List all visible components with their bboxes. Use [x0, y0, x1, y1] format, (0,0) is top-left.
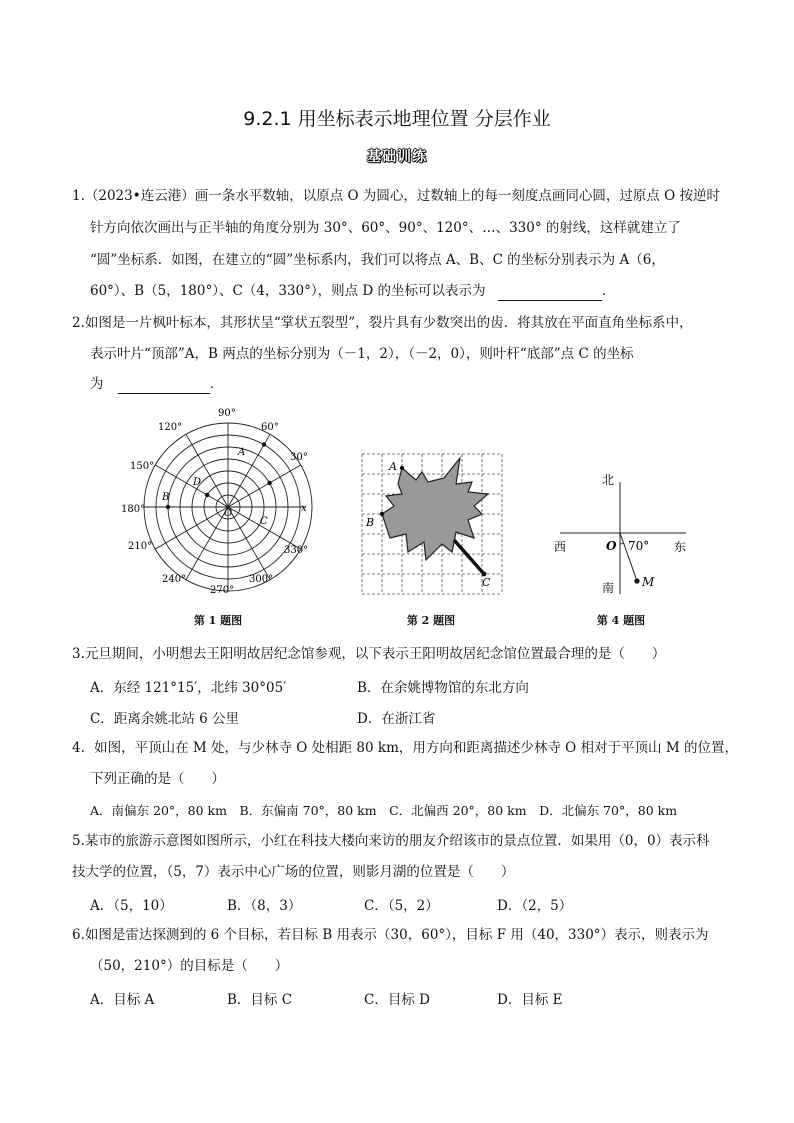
fig1-angle-180: 180°: [121, 504, 146, 515]
fig1-point-O: O: [224, 508, 233, 519]
figure-4-direction-diagram: [550, 462, 700, 602]
q6-option-b[interactable]: B．目标 C: [227, 992, 293, 1008]
q3-option-c[interactable]: C．距离余姚北站 6 公里: [90, 711, 240, 727]
q4-line2: 下列正确的是（ ）: [90, 771, 225, 787]
fig1-point-A: A: [238, 447, 246, 458]
q2-answer-blank[interactable]: [118, 379, 210, 394]
fig1-caption: 第 1 题图: [193, 614, 243, 627]
q3-option-b[interactable]: B．在余姚博物馆的东北方向: [357, 680, 529, 696]
q6-line1: 6.如图是雷达探测到的 6 个目标，若目标 B 用表示（30，60°），目标 F 用（40，330°）表示，则表示为: [72, 927, 709, 943]
fig1-angle-60: 60°: [261, 422, 279, 433]
fig4-caption: 第 4 题图: [596, 614, 646, 627]
q5-line1: 5.某市的旅游示意图如图所示，小红在科技大楼向来访的朋友介绍该市的景点位置．如果用（0，0）表示科: [72, 833, 710, 849]
q3-stem: 3.元旦期间，小明想去王阳明故居纪念馆参观，以下表示王阳明故居纪念馆位置最合理的是（ ）: [72, 646, 666, 662]
q1-line2: 针方向依次画出与正半轴的角度分别为 30°、60°、90°、120°、…、330° 的射线，这样就建立了: [90, 220, 681, 236]
q1-line4: [90, 281, 734, 301]
q2-line1: 2.如图是一片枫叶标本，其形状呈“掌状五裂型”，裂片具有少数突出的齿．将其放在平面直角坐标系中，: [72, 315, 693, 331]
q5-option-a[interactable]: A．（5，10）: [90, 898, 173, 914]
fig2-point-A: A: [389, 460, 397, 473]
fig1-angle-150: 150°: [130, 461, 155, 472]
fig4-south-label: 南: [602, 581, 615, 595]
fig1-angle-210: 210°: [128, 541, 153, 552]
fig1-angle-240: 240°: [162, 574, 187, 585]
q2-line3-text: 为: [90, 376, 104, 392]
q3-option-a[interactable]: A．东经 121°15′，北纬 30°05′: [90, 680, 287, 696]
q2-line3-end: ．: [209, 376, 224, 392]
page-title: 9.2.1 用坐标表示地理位置 分层作业: [243, 108, 551, 130]
q6-option-a[interactable]: A．目标 A: [90, 992, 155, 1008]
q5-option-d[interactable]: D．（2，5）: [497, 898, 573, 914]
q4-options[interactable]: A．南偏东 20°，80 km B．东偏南 70°，80 km C．北偏西 20°，80 km D．北偏东 70°，80 km: [90, 803, 678, 818]
fig1-angle-30: 30°: [290, 452, 308, 463]
q5-option-b[interactable]: B．（8，3）: [227, 898, 302, 914]
q5-line2: 技大学的位置，（5，7）表示中心广场的位置，则影月湖的位置是（ ）: [72, 864, 515, 880]
fig4-west-label: 西: [554, 540, 567, 554]
q1-line4-end: ．: [601, 283, 616, 299]
q6-line2: （50，210°）的目标是（ ）: [90, 958, 289, 974]
fig2-caption: 第 2 题图: [406, 614, 456, 627]
fig4-point-M: M: [642, 575, 655, 589]
q5-option-c[interactable]: C．（5，2）: [364, 898, 439, 914]
fig2-point-B: B: [366, 516, 375, 529]
fig2-point-C: C: [482, 576, 491, 589]
fig1-point-B: B: [162, 492, 170, 503]
fig1-point-C: C: [260, 516, 268, 527]
fig4-east-label: 东: [674, 540, 687, 554]
fig1-angle-330: 330°: [284, 545, 309, 556]
figure-2-maple-leaf-grid: [356, 448, 506, 598]
q3-option-d[interactable]: D．在浙江省: [357, 711, 436, 727]
fig1-angle-120: 120°: [158, 422, 183, 433]
q2-line3: [90, 374, 734, 394]
fig4-origin-label: O: [606, 539, 617, 553]
fig4-north-label: 北: [602, 473, 615, 487]
q6-option-d[interactable]: D．目标 E: [497, 992, 563, 1008]
fig1-angle-270: 270°: [210, 585, 235, 596]
q1-answer-blank[interactable]: [498, 286, 602, 301]
fig1-angle-90: 90°: [218, 408, 236, 419]
section-heading: 基础训练: [367, 149, 427, 165]
q1-line1: 1.（2023•连云港）画一条水平数轴，以原点 O 为圆心，过数轴上的每一刻度点画同心圆，过原点 O 按逆时: [72, 188, 720, 204]
q1-line4-text: 60°）、B（5，180°）、C（4，330°），则点 D 的坐标可以表示为: [90, 283, 486, 299]
q4-line1: 4．如图，平顶山在 M 处，与少林寺 O 处相距 80 km，用方向和距离描述少林寺 O 相对于平顶山 M 的位置，: [72, 740, 738, 756]
fig4-angle-label: 70°: [628, 539, 650, 553]
q6-option-c[interactable]: C．目标 D: [364, 992, 430, 1008]
fig1-x-label: x: [301, 503, 307, 514]
fig1-point-D: D: [193, 477, 202, 488]
figure-1-polar-diagram: [118, 402, 318, 598]
q1-line3: “圆”坐标系．如图，在建立的“圆”坐标系内，我们可以将点 A、B、C 的坐标分别表示为 A（6，: [90, 252, 665, 268]
q2-line2: 表示叶片“顶部”A，B 两点的坐标分别为（－1，2），（－2，0），则叶杆“底部”点 C 的坐标: [90, 346, 634, 362]
fig1-angle-300: 300°: [249, 574, 274, 585]
